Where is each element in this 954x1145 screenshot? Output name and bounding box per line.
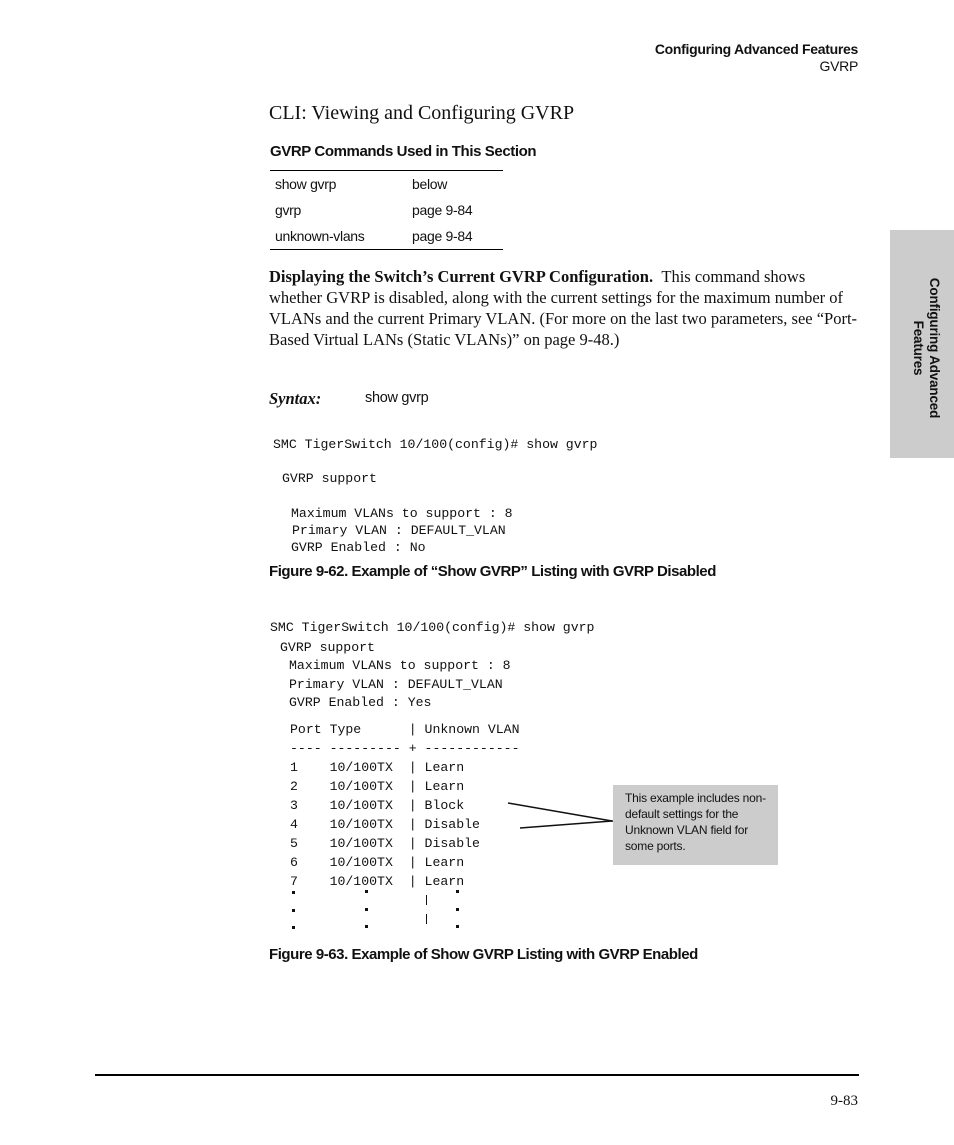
section-title: CLI: Viewing and Configuring GVRP <box>269 102 575 124</box>
arrow-to-disable <box>520 821 612 828</box>
dot <box>365 890 368 893</box>
fig63-row-2: 2 10/100TX | Learn <box>290 779 465 794</box>
fig63-enabled: GVRP Enabled : Yes <box>289 695 432 710</box>
fig62-primary-vlan: Primary VLAN : DEFAULT_VLAN <box>292 523 506 538</box>
fig63-row-6: 6 10/100TX | Learn <box>290 855 465 870</box>
page-cell: page 9-84 <box>412 228 473 244</box>
commands-heading: GVRP Commands Used in This Section <box>270 143 537 160</box>
fig63-max-vlans: Maximum VLANs to support : 8 <box>289 658 511 673</box>
side-tab <box>890 230 954 458</box>
fig63-table-rule: ---- --------- + ------------ <box>290 741 520 756</box>
fig62-support: GVRP support <box>282 471 377 486</box>
callout-arrows <box>500 795 620 840</box>
fig63-primary-vlan: Primary VLAN : DEFAULT_VLAN <box>289 677 503 692</box>
fig63-row-3: 3 10/100TX | Block <box>290 798 465 813</box>
figure-63-caption: Figure 9-63. Example of Show GVRP Listing with GVRP Enabled <box>269 946 698 963</box>
paragraph-lead: Displaying the Switch’s Current GVRP Configuration. <box>269 267 654 286</box>
paragraph-body: This command shows whether GVRP is disabled, along with the current settings for the maximum number of VLANs and the current Primary VLAN. (For more on the last two parameters, see “Port-Based Virtual LANs (Static VLANs)” on page 9-48.) <box>269 267 858 349</box>
fig62-max-vlans: Maximum VLANs to support : 8 <box>291 506 513 521</box>
table-row <box>270 197 503 223</box>
page-cell: below <box>412 176 448 192</box>
fig63-prompt: SMC TigerSwitch 10/100(config)# show gvrp <box>270 620 595 635</box>
commands-table <box>270 170 503 250</box>
fig63-row-7: 7 10/100TX | Learn <box>290 874 465 889</box>
command-cell: gvrp <box>275 202 302 218</box>
bar <box>426 895 427 905</box>
fig63-row-5: 5 10/100TX | Disable <box>290 836 480 851</box>
page-number: 9-83 <box>830 1093 858 1109</box>
dot <box>292 891 295 894</box>
running-header-title: Configuring Advanced Features <box>654 41 858 57</box>
command-cell: show gvrp <box>275 176 337 192</box>
side-tab-label: Configuring Advanced Features <box>911 277 942 419</box>
dot <box>365 908 368 911</box>
callout-note: This example includes non-default settings for the Unknown VLAN field for some ports. <box>613 785 778 865</box>
fig63-row-1: 1 10/100TX | Learn <box>290 760 465 775</box>
body-paragraph <box>269 266 859 350</box>
figure-62-caption: Figure 9-62. Example of “Show GVRP” Listing with GVRP Disabled <box>269 563 716 580</box>
dot <box>456 890 459 893</box>
dot <box>365 925 368 928</box>
fig62-enabled: GVRP Enabled : No <box>291 540 426 555</box>
continuation-marks <box>280 885 480 935</box>
running-header-subtitle: GVRP <box>819 58 858 74</box>
fig63-support: GVRP support <box>280 640 375 655</box>
arrow-to-block <box>508 803 612 821</box>
command-cell: unknown-vlans <box>275 228 365 244</box>
syntax-value: show gvrp <box>365 390 429 406</box>
dot <box>292 926 295 929</box>
table-row <box>270 171 503 198</box>
fig62-prompt: SMC TigerSwitch 10/100(config)# show gvrp <box>273 437 598 452</box>
fig63-row-4: 4 10/100TX | Disable <box>290 817 480 832</box>
footer-rule <box>95 1074 859 1076</box>
syntax-label: Syntax: <box>269 389 322 408</box>
dot <box>456 908 459 911</box>
fig63-table-header: Port Type | Unknown VLAN <box>290 722 520 737</box>
bar <box>426 914 427 924</box>
dot <box>292 909 295 912</box>
table-row <box>270 223 503 250</box>
page-cell: page 9-84 <box>412 202 473 218</box>
dot <box>456 925 459 928</box>
